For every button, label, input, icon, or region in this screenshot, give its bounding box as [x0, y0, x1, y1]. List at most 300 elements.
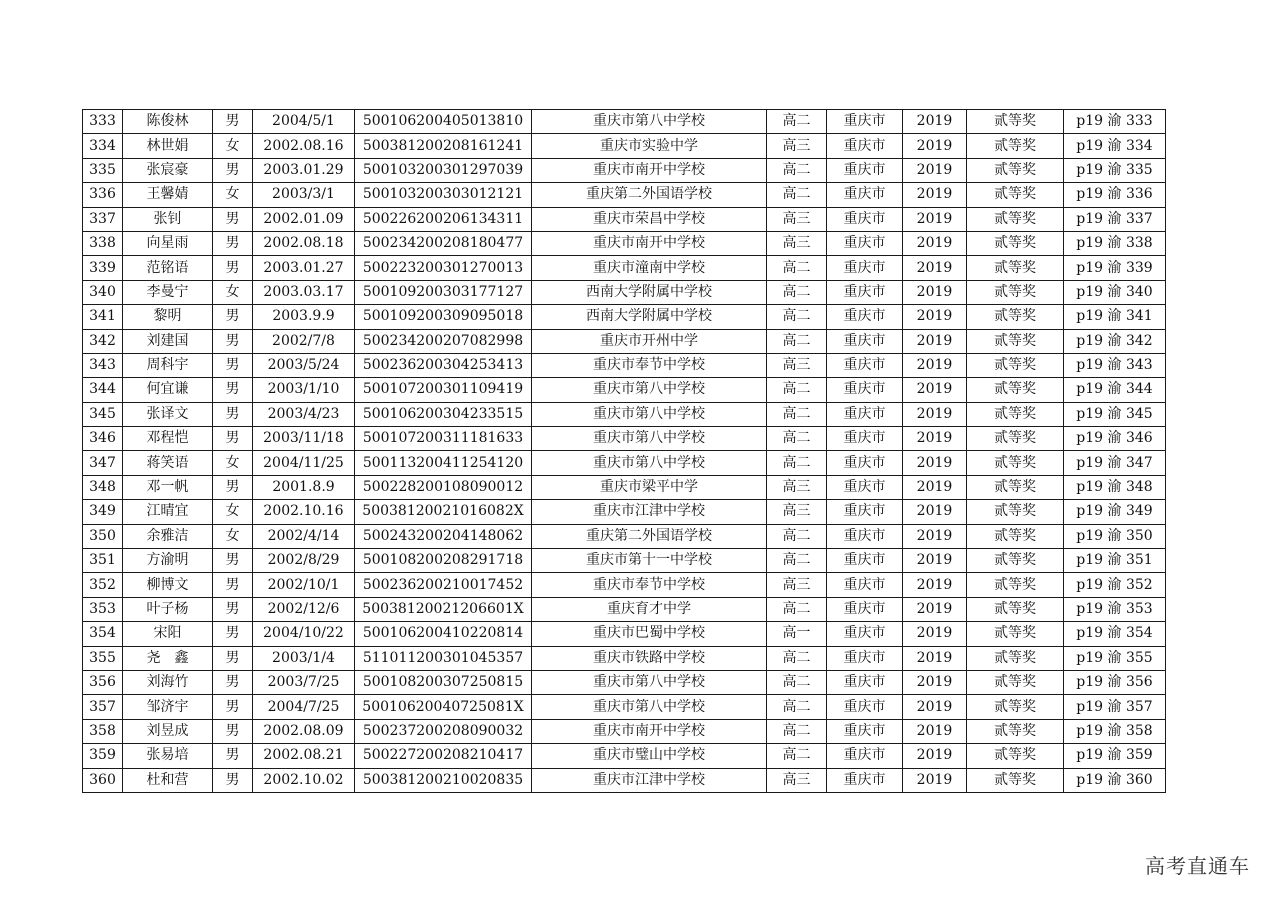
cell-student-name: 江晴宜	[123, 500, 213, 524]
cell-student-name: 尧 鑫	[123, 646, 213, 670]
table-row	[83, 451, 1166, 475]
cell-serial-number: 338	[83, 231, 123, 255]
cell-grade: 高二	[767, 427, 827, 451]
cell-certificate-number: p19 渝 341	[1064, 305, 1166, 329]
cell-student-name: 叶子杨	[123, 597, 213, 621]
cell-gender: 男	[213, 622, 253, 646]
cell-id-number: 500107200301109419	[355, 378, 532, 402]
cell-grade: 高二	[767, 719, 827, 743]
cell-certificate-number: p19 渝 358	[1064, 719, 1166, 743]
cell-id-number: 500109200309095018	[355, 305, 532, 329]
cell-birth-date: 2004/11/25	[253, 451, 355, 475]
cell-gender: 男	[213, 475, 253, 499]
cell-certificate-number: p19 渝 354	[1064, 622, 1166, 646]
cell-year: 2019	[903, 134, 967, 158]
cell-school-name: 重庆市第十一中学校	[532, 549, 767, 573]
cell-serial-number: 345	[83, 402, 123, 426]
cell-birth-date: 2004/7/25	[253, 695, 355, 719]
cell-student-name: 柳博文	[123, 573, 213, 597]
cell-award-level: 贰等奖	[967, 110, 1064, 134]
cell-certificate-number: p19 渝 344	[1064, 378, 1166, 402]
cell-grade: 高二	[767, 549, 827, 573]
table-row	[83, 158, 1166, 182]
cell-id-number: 500228200108090012	[355, 475, 532, 499]
cell-grade: 高三	[767, 231, 827, 255]
cell-year: 2019	[903, 622, 967, 646]
cell-student-name: 陈俊林	[123, 110, 213, 134]
cell-region: 重庆市	[827, 280, 903, 304]
cell-id-number: 500243200204148062	[355, 524, 532, 548]
cell-gender: 男	[213, 768, 253, 792]
cell-certificate-number: p19 渝 355	[1064, 646, 1166, 670]
cell-serial-number: 356	[83, 670, 123, 694]
cell-gender: 男	[213, 158, 253, 182]
cell-serial-number: 348	[83, 475, 123, 499]
cell-school-name: 重庆市梁平中学	[532, 475, 767, 499]
cell-award-level: 贰等奖	[967, 402, 1064, 426]
table-row	[83, 256, 1166, 280]
cell-school-name: 重庆市璧山中学校	[532, 744, 767, 768]
cell-birth-date: 2002/8/29	[253, 549, 355, 573]
cell-student-name: 李曼宁	[123, 280, 213, 304]
cell-region: 重庆市	[827, 451, 903, 475]
cell-region: 重庆市	[827, 353, 903, 377]
cell-school-name: 重庆市江津中学校	[532, 768, 767, 792]
cell-award-level: 贰等奖	[967, 670, 1064, 694]
cell-year: 2019	[903, 719, 967, 743]
cell-id-number: 500381200210020835	[355, 768, 532, 792]
cell-birth-date: 2002.10.16	[253, 500, 355, 524]
cell-student-name: 杜和营	[123, 768, 213, 792]
table-row	[83, 573, 1166, 597]
cell-school-name: 重庆市第八中学校	[532, 427, 767, 451]
cell-award-level: 贰等奖	[967, 134, 1064, 158]
cell-gender: 女	[213, 524, 253, 548]
cell-grade: 高二	[767, 158, 827, 182]
cell-id-number: 500236200304253413	[355, 353, 532, 377]
cell-region: 重庆市	[827, 256, 903, 280]
cell-student-name: 刘昱成	[123, 719, 213, 743]
cell-serial-number: 359	[83, 744, 123, 768]
cell-student-name: 张译文	[123, 402, 213, 426]
cell-id-number: 500106200405013810	[355, 110, 532, 134]
cell-region: 重庆市	[827, 500, 903, 524]
cell-birth-date: 2002.10.02	[253, 768, 355, 792]
cell-certificate-number: p19 渝 345	[1064, 402, 1166, 426]
cell-gender: 男	[213, 353, 253, 377]
cell-certificate-number: p19 渝 356	[1064, 670, 1166, 694]
cell-id-number: 500226200206134311	[355, 207, 532, 231]
cell-student-name: 张宸豪	[123, 158, 213, 182]
cell-gender: 女	[213, 451, 253, 475]
cell-certificate-number: p19 渝 342	[1064, 329, 1166, 353]
cell-serial-number: 347	[83, 451, 123, 475]
cell-award-level: 贰等奖	[967, 353, 1064, 377]
cell-birth-date: 2003/1/4	[253, 646, 355, 670]
cell-grade: 高二	[767, 670, 827, 694]
cell-gender: 女	[213, 280, 253, 304]
cell-student-name: 黎明	[123, 305, 213, 329]
cell-serial-number: 352	[83, 573, 123, 597]
cell-year: 2019	[903, 158, 967, 182]
cell-certificate-number: p19 渝 350	[1064, 524, 1166, 548]
cell-birth-date: 2002.08.16	[253, 134, 355, 158]
table-row	[83, 402, 1166, 426]
cell-region: 重庆市	[827, 231, 903, 255]
cell-certificate-number: p19 渝 351	[1064, 549, 1166, 573]
cell-gender: 男	[213, 378, 253, 402]
cell-id-number: 500237200208090032	[355, 719, 532, 743]
cell-region: 重庆市	[827, 744, 903, 768]
cell-region: 重庆市	[827, 378, 903, 402]
cell-serial-number: 339	[83, 256, 123, 280]
cell-serial-number: 341	[83, 305, 123, 329]
table-row	[83, 353, 1166, 377]
table-row	[83, 768, 1166, 792]
cell-region: 重庆市	[827, 207, 903, 231]
cell-year: 2019	[903, 744, 967, 768]
cell-id-number: 500103200301297039	[355, 158, 532, 182]
cell-student-name: 余雅洁	[123, 524, 213, 548]
cell-certificate-number: p19 渝 334	[1064, 134, 1166, 158]
table-body	[83, 110, 1166, 793]
cell-gender: 男	[213, 329, 253, 353]
cell-certificate-number: p19 渝 348	[1064, 475, 1166, 499]
cell-birth-date: 2003/4/23	[253, 402, 355, 426]
table-row	[83, 110, 1166, 134]
cell-school-name: 重庆市江津中学校	[532, 500, 767, 524]
cell-year: 2019	[903, 475, 967, 499]
cell-school-name: 重庆第二外国语学校	[532, 524, 767, 548]
cell-school-name: 重庆第二外国语学校	[532, 183, 767, 207]
cell-region: 重庆市	[827, 573, 903, 597]
cell-award-level: 贰等奖	[967, 280, 1064, 304]
cell-school-name: 重庆市巴蜀中学校	[532, 622, 767, 646]
cell-award-level: 贰等奖	[967, 524, 1064, 548]
cell-school-name: 重庆市荣昌中学校	[532, 207, 767, 231]
cell-region: 重庆市	[827, 695, 903, 719]
cell-gender: 男	[213, 256, 253, 280]
table-row	[83, 500, 1166, 524]
cell-birth-date: 2002/12/6	[253, 597, 355, 621]
cell-student-name: 林世娟	[123, 134, 213, 158]
cell-region: 重庆市	[827, 158, 903, 182]
cell-serial-number: 340	[83, 280, 123, 304]
cell-grade: 高二	[767, 183, 827, 207]
cell-certificate-number: p19 渝 343	[1064, 353, 1166, 377]
cell-school-name: 重庆市铁路中学校	[532, 646, 767, 670]
cell-gender: 女	[213, 500, 253, 524]
cell-serial-number: 333	[83, 110, 123, 134]
cell-grade: 高二	[767, 402, 827, 426]
cell-region: 重庆市	[827, 719, 903, 743]
cell-student-name: 邓一帆	[123, 475, 213, 499]
cell-year: 2019	[903, 695, 967, 719]
cell-gender: 男	[213, 402, 253, 426]
cell-birth-date: 2003.03.17	[253, 280, 355, 304]
cell-year: 2019	[903, 329, 967, 353]
cell-gender: 男	[213, 719, 253, 743]
cell-student-name: 王馨婧	[123, 183, 213, 207]
cell-school-name: 重庆市第八中学校	[532, 670, 767, 694]
cell-award-level: 贰等奖	[967, 744, 1064, 768]
cell-award-level: 贰等奖	[967, 597, 1064, 621]
table-row	[83, 744, 1166, 768]
cell-award-level: 贰等奖	[967, 549, 1064, 573]
cell-gender: 男	[213, 744, 253, 768]
cell-school-name: 重庆市第八中学校	[532, 110, 767, 134]
cell-award-level: 贰等奖	[967, 256, 1064, 280]
cell-serial-number: 360	[83, 768, 123, 792]
cell-id-number: 500107200311181633	[355, 427, 532, 451]
cell-year: 2019	[903, 378, 967, 402]
cell-school-name: 西南大学附属中学校	[532, 305, 767, 329]
cell-serial-number: 336	[83, 183, 123, 207]
table-row	[83, 427, 1166, 451]
cell-region: 重庆市	[827, 329, 903, 353]
cell-student-name: 张钊	[123, 207, 213, 231]
cell-gender: 男	[213, 670, 253, 694]
cell-student-name: 宋阳	[123, 622, 213, 646]
watermark-text: 高考直通车	[1145, 854, 1250, 878]
cell-id-number: 500108200208291718	[355, 549, 532, 573]
cell-year: 2019	[903, 280, 967, 304]
cell-id-number: 500236200210017452	[355, 573, 532, 597]
cell-serial-number: 355	[83, 646, 123, 670]
cell-birth-date: 2002.08.18	[253, 231, 355, 255]
cell-year: 2019	[903, 768, 967, 792]
cell-serial-number: 344	[83, 378, 123, 402]
cell-school-name: 重庆市第八中学校	[532, 695, 767, 719]
cell-student-name: 邓程恺	[123, 427, 213, 451]
cell-id-number: 500381200208161241	[355, 134, 532, 158]
cell-award-level: 贰等奖	[967, 768, 1064, 792]
cell-school-name: 重庆市南开中学校	[532, 231, 767, 255]
cell-birth-date: 2001.8.9	[253, 475, 355, 499]
cell-year: 2019	[903, 451, 967, 475]
cell-grade: 高二	[767, 646, 827, 670]
cell-student-name: 蒋笑语	[123, 451, 213, 475]
cell-grade: 高二	[767, 597, 827, 621]
cell-award-level: 贰等奖	[967, 427, 1064, 451]
cell-serial-number: 353	[83, 597, 123, 621]
table-row	[83, 597, 1166, 621]
cell-serial-number: 346	[83, 427, 123, 451]
cell-award-level: 贰等奖	[967, 695, 1064, 719]
cell-certificate-number: p19 渝 347	[1064, 451, 1166, 475]
cell-year: 2019	[903, 183, 967, 207]
cell-serial-number: 334	[83, 134, 123, 158]
cell-serial-number: 354	[83, 622, 123, 646]
cell-award-level: 贰等奖	[967, 573, 1064, 597]
cell-grade: 高二	[767, 110, 827, 134]
cell-year: 2019	[903, 427, 967, 451]
cell-year: 2019	[903, 549, 967, 573]
cell-birth-date: 2003/11/18	[253, 427, 355, 451]
cell-certificate-number: p19 渝 357	[1064, 695, 1166, 719]
cell-birth-date: 2003.01.29	[253, 158, 355, 182]
cell-grade: 高二	[767, 524, 827, 548]
cell-serial-number: 351	[83, 549, 123, 573]
cell-birth-date: 2004/5/1	[253, 110, 355, 134]
cell-birth-date: 2002/7/8	[253, 329, 355, 353]
cell-grade: 高二	[767, 695, 827, 719]
cell-id-number: 500109200303177127	[355, 280, 532, 304]
cell-grade: 高二	[767, 305, 827, 329]
cell-grade: 高三	[767, 207, 827, 231]
table-row	[83, 475, 1166, 499]
cell-gender: 男	[213, 573, 253, 597]
cell-serial-number: 357	[83, 695, 123, 719]
cell-year: 2019	[903, 207, 967, 231]
cell-region: 重庆市	[827, 305, 903, 329]
cell-certificate-number: p19 渝 360	[1064, 768, 1166, 792]
cell-birth-date: 2002/4/14	[253, 524, 355, 548]
cell-year: 2019	[903, 353, 967, 377]
cell-student-name: 方渝明	[123, 549, 213, 573]
cell-year: 2019	[903, 305, 967, 329]
cell-certificate-number: p19 渝 336	[1064, 183, 1166, 207]
cell-student-name: 刘建国	[123, 329, 213, 353]
cell-grade: 高三	[767, 475, 827, 499]
table-row	[83, 280, 1166, 304]
cell-student-name: 张易培	[123, 744, 213, 768]
cell-birth-date: 2003/3/1	[253, 183, 355, 207]
cell-year: 2019	[903, 500, 967, 524]
cell-year: 2019	[903, 110, 967, 134]
cell-id-number: 500234200208180477	[355, 231, 532, 255]
cell-grade: 高二	[767, 378, 827, 402]
cell-school-name: 重庆市奉节中学校	[532, 353, 767, 377]
cell-birth-date: 2003/5/24	[253, 353, 355, 377]
cell-award-level: 贰等奖	[967, 646, 1064, 670]
cell-gender: 男	[213, 231, 253, 255]
cell-serial-number: 358	[83, 719, 123, 743]
cell-birth-date: 2002.01.09	[253, 207, 355, 231]
cell-id-number: 500113200411254120	[355, 451, 532, 475]
cell-grade: 高三	[767, 768, 827, 792]
table-row	[83, 719, 1166, 743]
cell-grade: 高二	[767, 329, 827, 353]
cell-birth-date: 2003.01.27	[253, 256, 355, 280]
cell-certificate-number: p19 渝 353	[1064, 597, 1166, 621]
cell-gender: 男	[213, 549, 253, 573]
cell-region: 重庆市	[827, 134, 903, 158]
table-row	[83, 622, 1166, 646]
cell-birth-date: 2002.08.09	[253, 719, 355, 743]
cell-region: 重庆市	[827, 670, 903, 694]
cell-award-level: 贰等奖	[967, 451, 1064, 475]
cell-gender: 女	[213, 134, 253, 158]
cell-region: 重庆市	[827, 646, 903, 670]
table-row	[83, 183, 1166, 207]
cell-id-number: 50038120021016082X	[355, 500, 532, 524]
table-row	[83, 231, 1166, 255]
cell-gender: 男	[213, 207, 253, 231]
cell-birth-date: 2002.08.21	[253, 744, 355, 768]
cell-grade: 高一	[767, 622, 827, 646]
cell-id-number: 500227200208210417	[355, 744, 532, 768]
cell-certificate-number: p19 渝 349	[1064, 500, 1166, 524]
cell-region: 重庆市	[827, 549, 903, 573]
table-row	[83, 207, 1166, 231]
cell-award-level: 贰等奖	[967, 719, 1064, 743]
cell-student-name: 刘海竹	[123, 670, 213, 694]
table-row	[83, 549, 1166, 573]
cell-certificate-number: p19 渝 333	[1064, 110, 1166, 134]
cell-school-name: 重庆育才中学	[532, 597, 767, 621]
cell-region: 重庆市	[827, 622, 903, 646]
cell-year: 2019	[903, 524, 967, 548]
cell-award-level: 贰等奖	[967, 158, 1064, 182]
cell-certificate-number: p19 渝 346	[1064, 427, 1166, 451]
cell-birth-date: 2002/10/1	[253, 573, 355, 597]
cell-region: 重庆市	[827, 427, 903, 451]
cell-serial-number: 343	[83, 353, 123, 377]
table-row	[83, 134, 1166, 158]
cell-student-name: 向星雨	[123, 231, 213, 255]
cell-certificate-number: p19 渝 335	[1064, 158, 1166, 182]
cell-birth-date: 2004/10/22	[253, 622, 355, 646]
award-list-table	[82, 109, 1166, 793]
table-row	[83, 378, 1166, 402]
cell-region: 重庆市	[827, 597, 903, 621]
cell-serial-number: 337	[83, 207, 123, 231]
cell-gender: 男	[213, 597, 253, 621]
cell-year: 2019	[903, 231, 967, 255]
cell-year: 2019	[903, 597, 967, 621]
cell-year: 2019	[903, 670, 967, 694]
cell-award-level: 贰等奖	[967, 622, 1064, 646]
table-row	[83, 695, 1166, 719]
cell-grade: 高二	[767, 280, 827, 304]
cell-school-name: 重庆市第八中学校	[532, 378, 767, 402]
cell-serial-number: 342	[83, 329, 123, 353]
cell-region: 重庆市	[827, 475, 903, 499]
cell-id-number: 500106200410220814	[355, 622, 532, 646]
cell-award-level: 贰等奖	[967, 231, 1064, 255]
cell-grade: 高三	[767, 573, 827, 597]
cell-region: 重庆市	[827, 768, 903, 792]
cell-id-number: 500103200303012121	[355, 183, 532, 207]
cell-year: 2019	[903, 256, 967, 280]
cell-year: 2019	[903, 402, 967, 426]
table-row	[83, 329, 1166, 353]
cell-award-level: 贰等奖	[967, 183, 1064, 207]
cell-certificate-number: p19 渝 338	[1064, 231, 1166, 255]
cell-gender: 男	[213, 305, 253, 329]
table-row	[83, 305, 1166, 329]
cell-year: 2019	[903, 573, 967, 597]
cell-grade: 高三	[767, 134, 827, 158]
cell-serial-number: 335	[83, 158, 123, 182]
cell-certificate-number: p19 渝 352	[1064, 573, 1166, 597]
cell-student-name: 何宜谦	[123, 378, 213, 402]
cell-serial-number: 349	[83, 500, 123, 524]
cell-id-number: 50038120021206601X	[355, 597, 532, 621]
cell-grade: 高三	[767, 353, 827, 377]
cell-gender: 男	[213, 695, 253, 719]
table-row	[83, 646, 1166, 670]
cell-school-name: 重庆市南开中学校	[532, 158, 767, 182]
cell-school-name: 重庆市第八中学校	[532, 451, 767, 475]
cell-grade: 高二	[767, 451, 827, 475]
cell-grade: 高二	[767, 256, 827, 280]
cell-id-number: 500106200304233515	[355, 402, 532, 426]
cell-award-level: 贰等奖	[967, 207, 1064, 231]
cell-school-name: 西南大学附属中学校	[532, 280, 767, 304]
table-row	[83, 670, 1166, 694]
